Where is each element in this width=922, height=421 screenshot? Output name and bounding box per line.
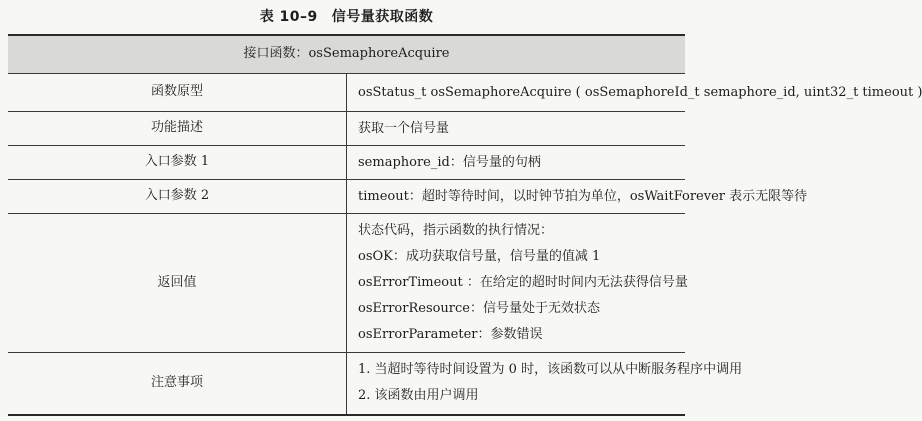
row-value-line: osErrorResource：信号量处于无效状态 <box>358 301 600 316</box>
row-value <box>347 353 743 415</box>
row-value <box>347 180 808 214</box>
row-description <box>8 112 685 146</box>
table-number: 表 10–9 <box>259 9 318 25</box>
row-label: 入口参数 1 <box>8 146 347 180</box>
row-value-line: 2. 该函数由用户调用 <box>358 388 479 404</box>
row-value-line: 1. 当超时等待时间设置为 0 时，该函数可以从中断服务程序中调用 <box>358 362 743 378</box>
api-spec-table <box>8 34 922 416</box>
row-value-line: osErrorParameter：参数错误 <box>358 327 543 342</box>
row-value-line: semaphore_id：信号量的句柄 <box>358 154 541 170</box>
interface-function-header: 接口函数：osSemaphoreAcquire <box>8 35 685 74</box>
row-value-line: 状态代码，指示函数的执行情况： <box>358 223 554 238</box>
row-label: 功能描述 <box>8 112 347 146</box>
row-prototype <box>8 74 685 112</box>
row-return-value <box>8 214 685 353</box>
row-value-line: osErrorTimeout ：在给定的超时时间内无法获得信号量 <box>358 275 688 290</box>
row-value <box>347 214 686 353</box>
row-label: 注意事项 <box>8 353 347 415</box>
row-param-1 <box>8 146 685 180</box>
row-value-line: 获取一个信号量 <box>358 120 450 136</box>
row-value-line: timeout：超时等待时间，以时钟节拍为单位，osWaitForever 表示无限等待 <box>358 188 808 204</box>
table-title: 信号量获取函数 <box>331 9 434 25</box>
row-value <box>347 112 686 146</box>
row-value <box>347 74 922 112</box>
row-label: 入口参数 2 <box>8 180 347 214</box>
row-label: 返回值 <box>8 214 347 353</box>
row-notes <box>8 353 685 415</box>
table-caption <box>0 6 693 26</box>
row-value-line: osOK：成功获取信号量，信号量的值减 1 <box>358 249 601 264</box>
row-param-2 <box>8 180 685 214</box>
row-label: 函数原型 <box>8 74 347 112</box>
row-value-line: osStatus_t osSemaphoreAcquire ( osSemaphoreId_t semaphore_id, uint32_t timeout ) <box>358 84 922 100</box>
table-header-row <box>8 35 685 74</box>
row-value <box>347 146 686 180</box>
